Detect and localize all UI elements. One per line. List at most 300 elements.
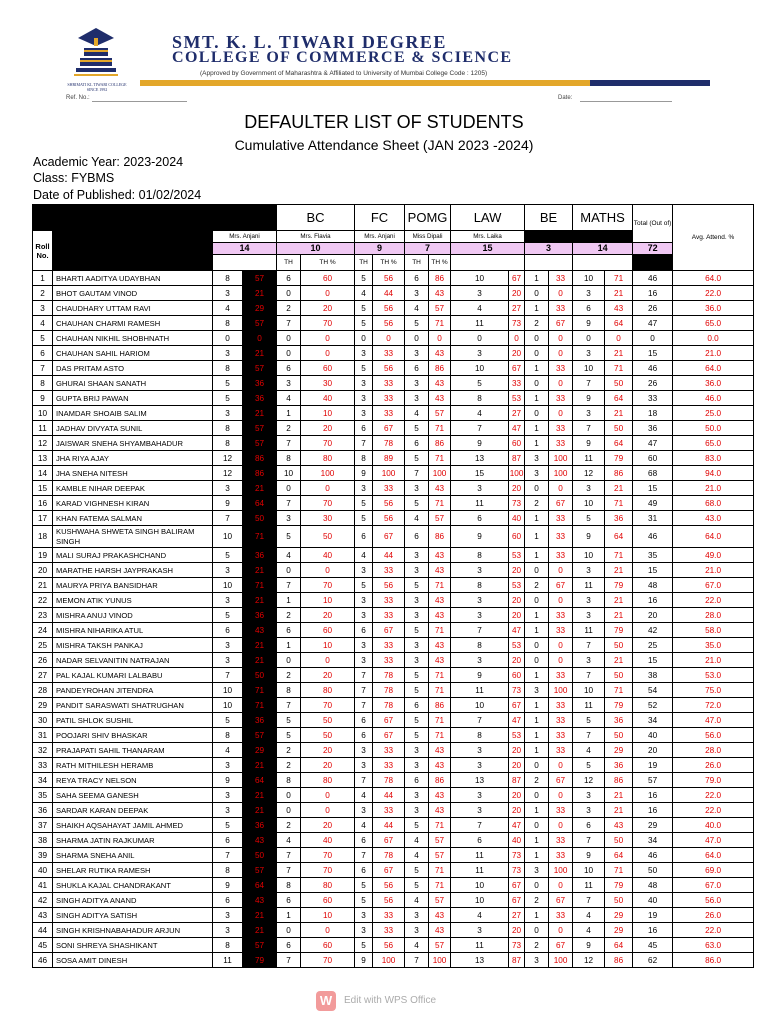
name-cell: PANDIT SARASWATI SHATRUGHAN (53, 698, 213, 713)
out-of-bc: 10 (277, 243, 355, 255)
maths-pct-cell: 64 (605, 391, 633, 406)
fc-pct-cell: 67 (373, 713, 405, 728)
table-row (33, 638, 754, 653)
avg-cell: 50.0 (673, 421, 754, 436)
fc-pct-cell: 56 (373, 511, 405, 526)
law-th-cell: 0 (451, 331, 509, 346)
name-cell: RATH MITHILESH HERAMB (53, 758, 213, 773)
total-cell: 19 (633, 908, 673, 923)
avg-cell: 47.0 (673, 833, 754, 848)
maths-pct-cell: 50 (605, 421, 633, 436)
bc-th-cell: 6 (277, 361, 301, 376)
be-th-cell: 1 (525, 391, 549, 406)
roll-cell: 30 (33, 713, 53, 728)
table-row (33, 563, 754, 578)
law-pct-cell: 73 (509, 938, 525, 953)
table-row (33, 773, 754, 788)
fc-th-cell: 6 (355, 421, 373, 436)
total-cell: 16 (633, 923, 673, 938)
out-of-first: 14 (213, 243, 277, 255)
law-pct-cell: 60 (509, 668, 525, 683)
table-row (33, 713, 754, 728)
attend-pct-cell: 21 (243, 788, 277, 803)
law-th-cell: 3 (451, 593, 509, 608)
be-th-cell: 1 (525, 743, 549, 758)
law-th-cell: 8 (451, 638, 509, 653)
law-pct-cell: 87 (509, 953, 525, 968)
maths-th-cell: 7 (573, 668, 605, 683)
table-row (33, 743, 754, 758)
table-row (33, 758, 754, 773)
bc-pct-cell: 60 (301, 938, 355, 953)
roll-cell: 6 (33, 346, 53, 361)
fc-th-cell: 6 (355, 728, 373, 743)
name-cell: GHURAI SHAAN SANATH (53, 376, 213, 391)
be-pct-cell: 0 (549, 788, 573, 803)
attend-pct-cell: 86 (243, 451, 277, 466)
pomg-th-cell: 7 (405, 466, 429, 481)
thp-pomg: TH % (429, 255, 451, 271)
be-pct-cell: 33 (549, 848, 573, 863)
bc-pct-cell: 20 (301, 743, 355, 758)
law-th-cell: 8 (451, 728, 509, 743)
be-pct-cell: 100 (549, 953, 573, 968)
be-th-cell: 1 (525, 526, 549, 548)
total-cell: 20 (633, 608, 673, 623)
be-pct-cell: 0 (549, 758, 573, 773)
be-pct-cell: 0 (549, 481, 573, 496)
law-pct-cell: 20 (509, 346, 525, 361)
be-pct-cell: 33 (549, 713, 573, 728)
attend-cell: 12 (213, 451, 243, 466)
bc-th-cell: 3 (277, 376, 301, 391)
pomg-pct-cell: 43 (429, 548, 451, 563)
bc-th-cell: 8 (277, 773, 301, 788)
avg-cell: 69.0 (673, 863, 754, 878)
pomg-pct-cell: 57 (429, 938, 451, 953)
fc-pct-cell: 67 (373, 728, 405, 743)
th-bc: TH (277, 255, 301, 271)
pomg-th-cell: 4 (405, 301, 429, 316)
be-pct-cell: 0 (549, 286, 573, 301)
avg-cell: 65.0 (673, 436, 754, 451)
pomg-pct-cell: 0 (429, 331, 451, 346)
total-cell: 57 (633, 773, 673, 788)
roll-cell: 44 (33, 923, 53, 938)
attend-cell: 5 (213, 818, 243, 833)
be-pct-cell: 67 (549, 496, 573, 511)
fc-pct-cell: 0 (373, 331, 405, 346)
attend-pct-cell: 79 (243, 953, 277, 968)
fc-th-cell: 5 (355, 938, 373, 953)
pomg-pct-cell: 71 (429, 668, 451, 683)
be-pct-cell: 33 (549, 728, 573, 743)
pomg-pct-cell: 43 (429, 563, 451, 578)
maths-pct-cell: 64 (605, 316, 633, 331)
attend-pct-cell: 71 (243, 683, 277, 698)
be-th-cell: 2 (525, 893, 549, 908)
bc-pct-cell: 30 (301, 376, 355, 391)
attend-cell: 3 (213, 563, 243, 578)
attend-pct-cell: 21 (243, 406, 277, 421)
pomg-pct-cell: 71 (429, 683, 451, 698)
maths-th-cell: 3 (573, 406, 605, 421)
table-row (33, 833, 754, 848)
law-th-cell: 7 (451, 623, 509, 638)
bc-th-cell: 2 (277, 668, 301, 683)
attend-cell: 3 (213, 593, 243, 608)
avg-cell: 83.0 (673, 451, 754, 466)
law-pct-cell: 47 (509, 421, 525, 436)
pomg-pct-cell: 71 (429, 878, 451, 893)
roll-cell: 10 (33, 406, 53, 421)
wps-watermark-text: Edit with WPS Office (344, 995, 437, 1006)
maths-pct-cell: 71 (605, 361, 633, 376)
pomg-pct-cell: 43 (429, 608, 451, 623)
be-pct-cell: 33 (549, 391, 573, 406)
bc-th-cell: 6 (277, 623, 301, 638)
bc-pct-cell: 80 (301, 773, 355, 788)
avg-cell: 21.0 (673, 653, 754, 668)
bc-th-cell: 5 (277, 526, 301, 548)
fc-pct-cell: 33 (373, 406, 405, 421)
th-be-blank (525, 255, 573, 271)
fc-th-cell: 3 (355, 481, 373, 496)
fc-pct-cell: 56 (373, 361, 405, 376)
subject-header-fc: FC (355, 205, 405, 231)
maths-th-cell: 5 (573, 758, 605, 773)
subject-header-bc: BC (277, 205, 355, 231)
law-th-cell: 8 (451, 548, 509, 563)
bc-th-cell: 0 (277, 923, 301, 938)
name-cell: MISHRA ANUJ VINOD (53, 608, 213, 623)
roll-cell: 21 (33, 578, 53, 593)
pomg-pct-cell: 43 (429, 923, 451, 938)
be-th-cell: 1 (525, 833, 549, 848)
law-pct-cell: 73 (509, 848, 525, 863)
bc-pct-cell: 20 (301, 668, 355, 683)
roll-cell: 19 (33, 548, 53, 563)
pomg-pct-cell: 86 (429, 271, 451, 286)
roll-cell: 11 (33, 421, 53, 436)
law-th-cell: 10 (451, 271, 509, 286)
bc-pct-cell: 0 (301, 286, 355, 301)
maths-pct-cell: 21 (605, 563, 633, 578)
pomg-th-cell: 5 (405, 496, 429, 511)
pomg-th-cell: 3 (405, 638, 429, 653)
header-row-subjects (33, 205, 754, 231)
be-th-cell: 0 (525, 331, 549, 346)
bc-pct-cell: 0 (301, 803, 355, 818)
be-th-cell: 0 (525, 923, 549, 938)
maths-pct-cell: 79 (605, 698, 633, 713)
maths-th-cell: 7 (573, 893, 605, 908)
table-row (33, 908, 754, 923)
maths-pct-cell: 21 (605, 608, 633, 623)
be-th-cell: 1 (525, 668, 549, 683)
attend-pct-cell: 57 (243, 361, 277, 376)
avg-cell: 22.0 (673, 803, 754, 818)
table-row (33, 788, 754, 803)
law-th-cell: 11 (451, 863, 509, 878)
be-th-cell: 2 (525, 316, 549, 331)
attend-cell: 7 (213, 848, 243, 863)
attend-cell: 8 (213, 316, 243, 331)
law-th-cell: 4 (451, 908, 509, 923)
pomg-pct-cell: 43 (429, 286, 451, 301)
pomg-th-cell: 4 (405, 893, 429, 908)
pomg-pct-cell: 43 (429, 653, 451, 668)
bc-th-cell: 2 (277, 758, 301, 773)
attend-pct-cell: 57 (243, 863, 277, 878)
be-pct-cell: 33 (549, 511, 573, 526)
name-cell: MISHRA NIHARIKA ATUL (53, 623, 213, 638)
roll-cell: 34 (33, 773, 53, 788)
maths-th-cell: 11 (573, 878, 605, 893)
pomg-pct-cell: 43 (429, 376, 451, 391)
maths-pct-cell: 64 (605, 938, 633, 953)
maths-pct-cell: 43 (605, 818, 633, 833)
be-pct-cell: 33 (549, 623, 573, 638)
law-th-cell: 3 (451, 286, 509, 301)
attend-cell: 10 (213, 578, 243, 593)
name-cell: MAURYA PRIYA BANSIDHAR (53, 578, 213, 593)
fc-pct-cell: 89 (373, 451, 405, 466)
law-pct-cell: 53 (509, 548, 525, 563)
table-row (33, 593, 754, 608)
bc-pct-cell: 0 (301, 923, 355, 938)
fc-th-cell: 7 (355, 773, 373, 788)
law-pct-cell: 67 (509, 361, 525, 376)
pomg-pct-cell: 71 (429, 578, 451, 593)
name-cell: CHAUHAN CHARMI RAMESH (53, 316, 213, 331)
table-row (33, 481, 754, 496)
law-th-cell: 8 (451, 391, 509, 406)
pomg-pct-cell: 86 (429, 698, 451, 713)
total-cell: 48 (633, 878, 673, 893)
be-th-cell: 1 (525, 301, 549, 316)
maths-pct-cell: 21 (605, 406, 633, 421)
pomg-pct-cell: 71 (429, 421, 451, 436)
bc-th-cell: 2 (277, 608, 301, 623)
th-law-blank (451, 255, 525, 271)
fc-pct-cell: 33 (373, 653, 405, 668)
fc-pct-cell: 33 (373, 391, 405, 406)
fc-th-cell: 6 (355, 863, 373, 878)
bc-th-cell: 6 (277, 893, 301, 908)
be-pct-cell: 33 (549, 526, 573, 548)
be-th-cell: 0 (525, 638, 549, 653)
roll-cell: 29 (33, 698, 53, 713)
bc-pct-cell: 70 (301, 863, 355, 878)
pomg-pct-cell: 43 (429, 481, 451, 496)
fc-pct-cell: 33 (373, 908, 405, 923)
pomg-th-cell: 3 (405, 346, 429, 361)
maths-th-cell: 9 (573, 848, 605, 863)
law-pct-cell: 20 (509, 563, 525, 578)
avg-cell: 63.0 (673, 938, 754, 953)
avg-cell: 67.0 (673, 878, 754, 893)
pomg-th-cell: 5 (405, 878, 429, 893)
be-th-cell: 2 (525, 578, 549, 593)
bc-pct-cell: 0 (301, 788, 355, 803)
avg-cell: 64.0 (673, 848, 754, 863)
bc-th-cell: 7 (277, 848, 301, 863)
fc-pct-cell: 100 (373, 466, 405, 481)
total-cell: 15 (633, 346, 673, 361)
table-row (33, 698, 754, 713)
table-row (33, 548, 754, 563)
letterhead-navy-rule (590, 80, 710, 86)
class-label: Class: FYBMS (33, 171, 115, 185)
pomg-pct-cell: 57 (429, 893, 451, 908)
table-row (33, 608, 754, 623)
be-pct-cell: 33 (549, 668, 573, 683)
law-pct-cell: 100 (509, 466, 525, 481)
be-pct-cell: 33 (549, 608, 573, 623)
law-pct-cell: 73 (509, 863, 525, 878)
attend-cell: 0 (213, 331, 243, 346)
name-cell: SAHA SEEMA GANESH (53, 788, 213, 803)
pomg-pct-cell: 43 (429, 593, 451, 608)
maths-pct-cell: 86 (605, 773, 633, 788)
maths-th-cell: 6 (573, 301, 605, 316)
maths-pct-cell: 71 (605, 271, 633, 286)
avg-cell: 43.0 (673, 511, 754, 526)
bc-th-cell: 5 (277, 713, 301, 728)
law-th-cell: 13 (451, 451, 509, 466)
fc-th-cell: 7 (355, 668, 373, 683)
pomg-pct-cell: 43 (429, 908, 451, 923)
attend-pct-cell: 57 (243, 316, 277, 331)
letterhead-gold-rule (140, 80, 590, 86)
out-of-maths: 14 (573, 243, 633, 255)
pomg-pct-cell: 57 (429, 406, 451, 421)
law-pct-cell: 20 (509, 923, 525, 938)
attend-cell: 3 (213, 803, 243, 818)
date-line (580, 101, 672, 102)
law-th-cell: 3 (451, 346, 509, 361)
pomg-pct-cell: 57 (429, 301, 451, 316)
be-th-cell: 0 (525, 758, 549, 773)
law-th-cell: 3 (451, 608, 509, 623)
be-th-cell: 0 (525, 593, 549, 608)
maths-pct-cell: 71 (605, 683, 633, 698)
bc-pct-cell: 80 (301, 683, 355, 698)
pomg-pct-cell: 43 (429, 638, 451, 653)
bc-th-cell: 0 (277, 803, 301, 818)
maths-pct-cell: 29 (605, 923, 633, 938)
pomg-th-cell: 3 (405, 548, 429, 563)
maths-th-cell: 7 (573, 728, 605, 743)
total-out-of: 72 (633, 243, 673, 255)
attend-cell: 10 (213, 526, 243, 548)
pomg-th-cell: 5 (405, 713, 429, 728)
maths-th-cell: 7 (573, 833, 605, 848)
avg-header: Avg. Attend. % (673, 205, 754, 271)
be-pct-cell: 0 (549, 923, 573, 938)
attend-cell: 5 (213, 548, 243, 563)
pomg-pct-cell: 71 (429, 316, 451, 331)
avg-cell: 40.0 (673, 818, 754, 833)
be-th-cell: 0 (525, 653, 549, 668)
total-cell: 46 (633, 526, 673, 548)
be-th-cell: 1 (525, 361, 549, 376)
bc-th-cell: 2 (277, 301, 301, 316)
maths-th-cell: 3 (573, 286, 605, 301)
pomg-pct-cell: 43 (429, 743, 451, 758)
bc-th-cell: 0 (277, 331, 301, 346)
law-pct-cell: 20 (509, 286, 525, 301)
bc-th-cell: 7 (277, 496, 301, 511)
be-th-cell: 0 (525, 376, 549, 391)
maths-pct-cell: 36 (605, 713, 633, 728)
attend-cell: 8 (213, 863, 243, 878)
law-th-cell: 7 (451, 818, 509, 833)
be-th-cell: 3 (525, 683, 549, 698)
pomg-th-cell: 5 (405, 421, 429, 436)
attend-cell: 3 (213, 481, 243, 496)
be-th-cell: 2 (525, 773, 549, 788)
roll-cell: 37 (33, 818, 53, 833)
pomg-th-cell: 3 (405, 653, 429, 668)
be-th-cell: 1 (525, 803, 549, 818)
maths-pct-cell: 21 (605, 481, 633, 496)
pomg-pct-cell: 57 (429, 511, 451, 526)
fc-th-cell: 6 (355, 623, 373, 638)
bc-th-cell: 1 (277, 638, 301, 653)
pomg-th-cell: 3 (405, 481, 429, 496)
fc-pct-cell: 44 (373, 548, 405, 563)
fc-th-cell: 5 (355, 893, 373, 908)
name-cell: PAL KAJAL KUMARI LALBABU (53, 668, 213, 683)
roll-cell: 35 (33, 788, 53, 803)
pomg-pct-cell: 43 (429, 803, 451, 818)
table-row (33, 436, 754, 451)
teacher-fc: Mrs. Anjani (355, 231, 405, 243)
law-th-cell: 9 (451, 526, 509, 548)
law-th-cell: 3 (451, 653, 509, 668)
be-pct-cell: 33 (549, 743, 573, 758)
be-pct-cell: 33 (549, 803, 573, 818)
law-th-cell: 10 (451, 698, 509, 713)
attend-pct-cell: 64 (243, 773, 277, 788)
bc-th-cell: 7 (277, 863, 301, 878)
maths-th-cell: 10 (573, 863, 605, 878)
table-row (33, 953, 754, 968)
avg-cell: 21.0 (673, 346, 754, 361)
be-th-cell: 1 (525, 713, 549, 728)
avg-cell: 67.0 (673, 578, 754, 593)
pomg-pct-cell: 71 (429, 728, 451, 743)
maths-pct-cell: 79 (605, 623, 633, 638)
roll-cell: 12 (33, 436, 53, 451)
attend-pct-cell: 21 (243, 593, 277, 608)
attend-cell: 8 (213, 271, 243, 286)
bc-th-cell: 7 (277, 436, 301, 451)
fc-pct-cell: 56 (373, 938, 405, 953)
attend-pct-cell: 21 (243, 923, 277, 938)
bc-pct-cell: 70 (301, 578, 355, 593)
total-cell: 25 (633, 638, 673, 653)
total-cell: 45 (633, 938, 673, 953)
bc-th-cell: 2 (277, 743, 301, 758)
be-th-cell: 1 (525, 271, 549, 286)
pomg-th-cell: 6 (405, 436, 429, 451)
be-th-cell: 1 (525, 848, 549, 863)
law-pct-cell: 47 (509, 623, 525, 638)
maths-th-cell: 12 (573, 773, 605, 788)
